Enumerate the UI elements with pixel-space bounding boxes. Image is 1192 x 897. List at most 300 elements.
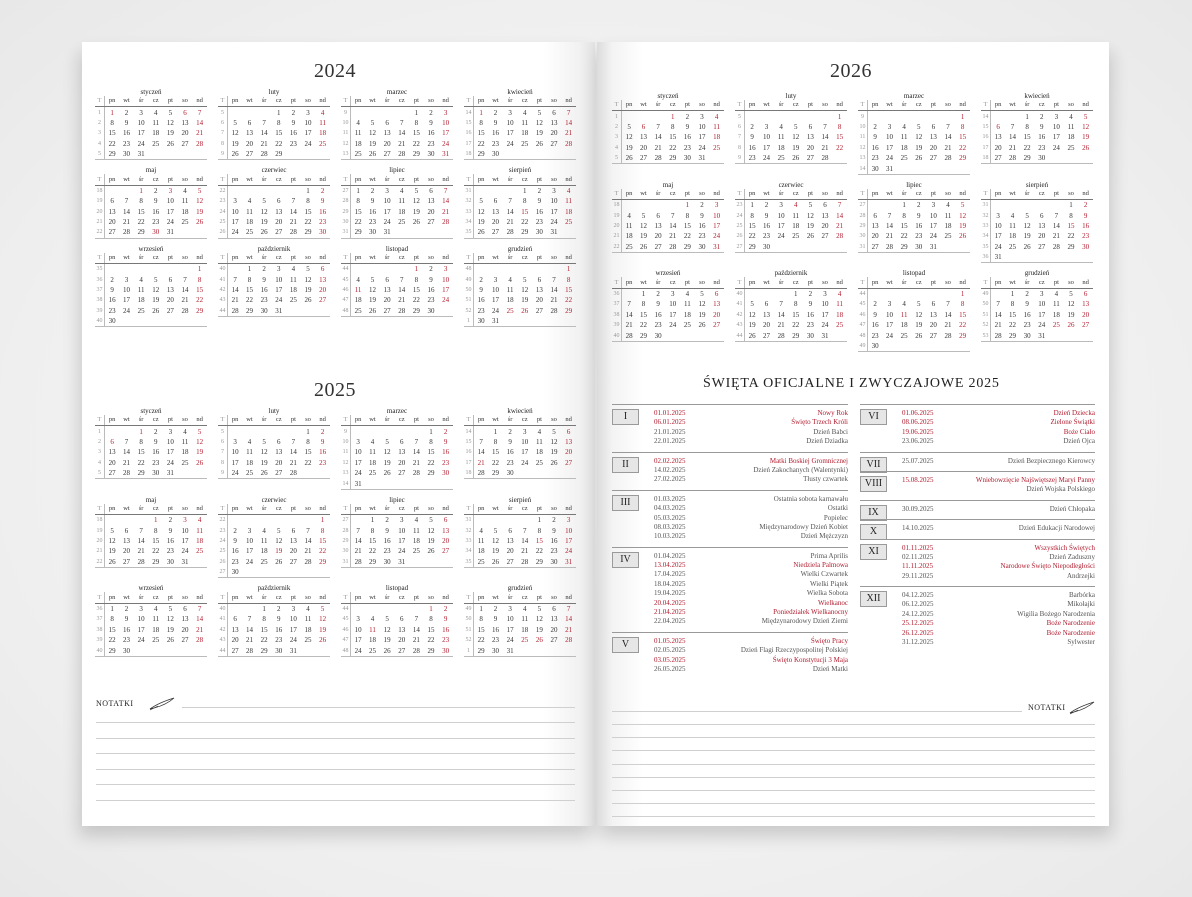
notes-line[interactable] [612, 764, 1095, 765]
day-cell: 14 [137, 537, 145, 546]
week-row [612, 143, 724, 153]
day-cell: 10 [181, 526, 189, 535]
week-row [858, 242, 970, 253]
week-number: 48 [464, 264, 474, 275]
day-cell: 1 [370, 516, 375, 525]
weekday-label: so [424, 415, 439, 426]
day-cell: 9 [262, 275, 266, 284]
week-row [218, 118, 330, 128]
holiday-row [654, 495, 848, 504]
day-cell: 8 [479, 118, 483, 127]
week-row [858, 200, 970, 211]
weekday-label: śr [257, 415, 272, 426]
weekday-label: pt [163, 504, 178, 515]
day-cell: 25 [242, 468, 257, 479]
weekday-header-row [218, 253, 330, 264]
day-cell [315, 645, 330, 656]
day-cell: 3 [887, 122, 892, 131]
week-header: T [981, 189, 991, 200]
week-number: 2 [95, 437, 105, 447]
day-cell: 16 [152, 448, 160, 457]
day-cell: 4 [837, 290, 842, 299]
month-calendar [218, 407, 330, 490]
day-cell: 28 [304, 557, 312, 566]
day-cell [517, 149, 532, 160]
week-header: T [341, 504, 351, 515]
weekday-label: pn [474, 96, 489, 107]
weekday-label: śr [134, 415, 149, 426]
week-header: T [95, 415, 105, 426]
day-cell: 11 [625, 222, 633, 231]
day-cell: 30 [228, 567, 243, 578]
holiday-row [654, 532, 848, 541]
day-cell: 20 [1038, 232, 1046, 241]
day-cell [301, 515, 316, 526]
day-cell: 17 [383, 207, 391, 216]
day-cell: 13 [383, 129, 391, 138]
day-cell: 5 [750, 300, 754, 309]
day-cell: 14 [412, 625, 420, 634]
holiday-row [654, 589, 848, 598]
notes-line[interactable] [96, 784, 575, 785]
day-cell [228, 185, 243, 196]
weekday-label: pt [286, 504, 301, 515]
day-cell: 30 [911, 242, 926, 253]
day-cell: 4 [139, 275, 143, 284]
holiday-list [902, 472, 1095, 495]
day-cell [561, 645, 576, 656]
day-cell [1078, 330, 1093, 341]
holiday-name: Tłusty czwartek [803, 475, 848, 484]
weekday-label: śr [1020, 100, 1035, 111]
week-row [95, 557, 207, 568]
week-row [735, 288, 847, 299]
day-cell [803, 111, 818, 122]
month-numeral: XII [860, 591, 887, 607]
day-cell: 6 [183, 605, 187, 614]
week-number: 36 [981, 252, 991, 263]
month-name: listopad [902, 269, 926, 278]
notes-line[interactable] [96, 800, 575, 801]
day-cell: 3 [399, 516, 404, 525]
day-cell: 23 [368, 218, 376, 227]
week-row [464, 107, 576, 118]
day-cell: 5 [429, 516, 433, 525]
day-cell: 23 [491, 139, 499, 148]
holiday-list [654, 453, 848, 485]
week-number: 3 [95, 128, 105, 138]
day-cell: 31 [438, 149, 453, 160]
holiday-date: 08.03.2025 [654, 522, 686, 531]
day-cell: 9 [493, 118, 498, 127]
day-cell: 6 [566, 427, 571, 436]
day-cell: 2 [508, 427, 512, 436]
day-cell: 7 [946, 122, 950, 131]
day-cell: 23 [915, 232, 923, 241]
day-cell [119, 316, 134, 327]
day-cell: 11 [521, 118, 529, 127]
week-row [981, 252, 1093, 263]
day-cell: 21 [289, 458, 297, 467]
notes-line[interactable] [612, 777, 1095, 778]
notes-line[interactable] [96, 753, 575, 754]
weekday-label: śr [503, 253, 518, 264]
weekday-label: cz [665, 100, 680, 111]
weekday-label: pt [803, 189, 818, 200]
holiday-date: 25.12.2025 [902, 619, 934, 628]
day-cell: 22 [245, 296, 253, 305]
day-cell [1064, 252, 1079, 263]
day-cell: 27 [271, 227, 286, 238]
day-cell: 5 [793, 122, 798, 131]
weekday-label: so [301, 592, 316, 603]
day-cell: 15 [792, 310, 800, 319]
day-cell: 20 [550, 129, 558, 138]
weekday-label: wt [365, 174, 380, 185]
day-cell: 29 [665, 153, 680, 164]
day-cell: 7 [479, 437, 483, 446]
holiday-date: 05.03.2025 [654, 513, 686, 522]
day-cell [365, 264, 380, 275]
day-cell: 7 [183, 275, 187, 284]
day-cell: 7 [566, 605, 571, 614]
day-cell: 30 [380, 557, 395, 568]
day-cell [709, 330, 724, 341]
weekday-header-row [95, 253, 207, 264]
week-row [341, 118, 453, 128]
day-cell: 6 [931, 300, 936, 309]
week-number: 37 [95, 285, 105, 295]
week-row [464, 196, 576, 206]
week-number: 52 [464, 635, 474, 645]
week-row [735, 132, 847, 142]
day-cell: 19 [792, 143, 800, 152]
notes-line[interactable] [612, 737, 1095, 738]
week-row [218, 149, 330, 160]
weekday-label: so [424, 253, 439, 264]
week-number: 52 [981, 320, 991, 330]
day-cell: 14 [1052, 222, 1060, 231]
week-number: 22 [218, 185, 228, 196]
day-cell: 4 [537, 427, 542, 436]
day-cell: 18 [289, 286, 297, 295]
weekday-label: pn [868, 277, 883, 288]
day-cell: 26 [806, 232, 814, 241]
day-cell: 2 [320, 427, 325, 436]
notes-line[interactable] [612, 724, 1095, 725]
day-cell: 16 [748, 143, 756, 152]
day-cell: 26 [228, 149, 243, 160]
day-cell [257, 515, 272, 526]
weekday-label: pt [163, 253, 178, 264]
day-cell: 2 [700, 201, 704, 210]
day-cell: 27 [394, 645, 409, 656]
day-cell: 31 [991, 252, 1006, 263]
month-calendar [95, 407, 207, 490]
day-cell: 13 [122, 537, 130, 546]
day-cell: 3 [356, 615, 360, 624]
weekday-label: śr [257, 504, 272, 515]
weekday-header-row [612, 100, 724, 111]
week-number: 12 [341, 139, 351, 149]
day-cell: 1 [247, 265, 252, 274]
month-name: październik [774, 269, 808, 278]
day-cell: 28 [196, 636, 204, 645]
day-cell: 17 [491, 296, 499, 305]
weekday-label: pn [622, 277, 637, 288]
day-cell: 27 [380, 149, 395, 160]
day-cell: 6 [385, 118, 389, 127]
weekday-label: pt [163, 96, 178, 107]
day-cell: 7 [443, 186, 448, 195]
day-cell: 13 [550, 615, 558, 624]
day-cell [1020, 200, 1035, 211]
notes-line[interactable] [612, 790, 1095, 791]
weekday-label: nd [438, 504, 453, 515]
day-cell: 10 [506, 615, 514, 624]
day-cell: 18 [354, 296, 362, 305]
weekday-label: wt [636, 277, 651, 288]
week-number: 48 [341, 306, 351, 317]
day-cell [532, 645, 547, 656]
day-cell: 24 [275, 296, 283, 305]
notes-line[interactable] [96, 769, 575, 770]
day-cell: 29 [134, 227, 149, 238]
day-cell [709, 153, 724, 164]
holiday-date: 01.04.2025 [654, 551, 686, 560]
holiday-row [902, 638, 1095, 647]
day-cell: 29 [1020, 153, 1035, 164]
day-cell: 16 [806, 310, 814, 319]
day-cell [301, 567, 316, 578]
week-number: 22 [95, 227, 105, 238]
holiday-name: Dzień Chłopaka [1049, 504, 1095, 513]
day-cell: 13 [654, 222, 662, 231]
day-cell: 19 [231, 139, 239, 148]
day-cell [409, 478, 424, 489]
day-cell: 23 [1023, 321, 1031, 330]
day-cell: 23 [477, 306, 485, 315]
day-cell: 27 [380, 306, 395, 317]
holiday-row [902, 476, 1095, 485]
day-cell [315, 468, 330, 479]
notes-line[interactable] [96, 722, 575, 723]
day-cell: 14 [565, 118, 573, 127]
day-cell: 16 [442, 625, 450, 634]
weekday-label: wt [488, 96, 503, 107]
day-cell: 13 [181, 615, 189, 624]
month-name: lipiec [389, 495, 405, 504]
day-cell: 2 [552, 516, 556, 525]
day-cell: 22 [108, 139, 116, 148]
year-title-2026: 2026 [830, 60, 872, 82]
weekday-label: nd [1078, 100, 1093, 111]
day-cell: 21 [821, 143, 829, 152]
holiday-row [654, 466, 848, 475]
day-cell: 17 [550, 207, 558, 216]
notes-line[interactable] [612, 816, 1095, 817]
day-cell [532, 264, 547, 275]
weekday-label: nd [709, 277, 724, 288]
week-row [858, 341, 970, 352]
month-calendar [95, 245, 207, 328]
day-cell: 26 [959, 232, 967, 241]
week-number: 1 [95, 107, 105, 118]
week-number: 27 [218, 567, 228, 578]
week-header: T [341, 253, 351, 264]
week-number: 11 [341, 128, 351, 138]
day-cell: 27 [319, 296, 327, 305]
day-cell [192, 645, 207, 656]
weekday-label: pt [163, 592, 178, 603]
day-cell: 19 [412, 207, 420, 216]
notes-line[interactable] [182, 707, 575, 708]
month-calendar [95, 166, 207, 238]
day-cell: 25 [368, 469, 376, 478]
notes-line[interactable] [612, 803, 1095, 804]
day-cell: 13 [289, 537, 297, 546]
week-number: 10 [858, 122, 868, 132]
day-cell: 11 [369, 625, 376, 634]
weekday-header-row [95, 174, 207, 185]
day-cell: 12 [275, 537, 283, 546]
day-cell: 1 [320, 516, 325, 525]
weekday-label: so [424, 96, 439, 107]
day-cell: 25 [289, 296, 297, 305]
day-cell: 12 [806, 211, 814, 220]
weekday-label: pn [351, 592, 366, 603]
day-cell: 21 [181, 296, 189, 305]
weekday-label: nd [561, 592, 576, 603]
day-cell: 23 [260, 296, 268, 305]
day-cell [955, 163, 970, 174]
week-number: 50 [981, 299, 991, 309]
holiday-row [654, 637, 848, 646]
weekday-label: so [818, 189, 833, 200]
weekday-label: pt [1049, 189, 1064, 200]
notes-line[interactable] [96, 738, 575, 739]
holiday-date: 02.05.2025 [654, 646, 686, 655]
day-cell: 21 [245, 636, 253, 645]
weekday-label: pn [228, 96, 243, 107]
day-cell: 2 [153, 427, 158, 436]
weekday-label: wt [1005, 100, 1020, 111]
week-number: 41 [218, 614, 228, 624]
month-holidays [860, 539, 1095, 582]
day-cell: 4 [183, 186, 187, 195]
day-cell: 15 [535, 537, 543, 546]
weekday-header-row [95, 415, 207, 426]
day-cell: 12 [427, 526, 435, 535]
weekday-label: cz [788, 189, 803, 200]
week-row [341, 107, 453, 118]
day-cell: 30 [271, 645, 286, 656]
day-cell: 3 [233, 437, 237, 446]
day-cell: 22 [959, 143, 967, 152]
week-number: 14 [341, 478, 351, 489]
day-cell: 15 [275, 129, 283, 138]
week-row [981, 153, 1093, 164]
day-cell: 20 [713, 310, 721, 319]
holiday-date: 22.04.2025 [654, 617, 686, 626]
holiday-name: Święto Trzech Króli [791, 418, 848, 427]
day-cell [503, 264, 518, 275]
month-table [341, 96, 453, 160]
month-table [341, 253, 453, 317]
weekday-label: wt [1005, 277, 1020, 288]
day-cell: 20 [245, 139, 253, 148]
day-cell: 19 [383, 458, 391, 467]
day-cell: 12 [639, 222, 647, 231]
day-cell: 29 [517, 227, 532, 238]
day-cell: 9 [808, 300, 813, 309]
weekday-label: pn [105, 592, 120, 603]
week-row [341, 447, 453, 457]
notes-line[interactable] [612, 711, 1022, 712]
day-cell: 24 [228, 468, 243, 479]
week-number: 5 [95, 468, 105, 479]
day-cell: 19 [319, 625, 327, 634]
day-cell: 20 [550, 625, 558, 634]
day-cell: 16 [491, 625, 499, 634]
day-cell [926, 288, 941, 299]
holiday-row [654, 552, 848, 561]
day-cell: 11 [836, 300, 844, 309]
month-table [341, 504, 453, 568]
week-number: 15 [981, 122, 991, 132]
day-cell: 14 [304, 537, 312, 546]
day-cell: 7 [1054, 211, 1059, 220]
week-number: 48 [858, 330, 868, 340]
day-cell: 9 [750, 133, 754, 142]
day-cell: 23 [152, 458, 160, 467]
day-cell [286, 567, 301, 578]
day-cell [488, 515, 503, 526]
month-calendar [464, 88, 576, 160]
day-cell [438, 306, 453, 317]
month-holidays [612, 632, 848, 675]
day-cell: 8 [493, 437, 498, 446]
day-cell [228, 426, 243, 437]
week-row [981, 320, 1093, 330]
week-number: 25 [218, 217, 228, 227]
day-cell: 12 [915, 133, 923, 142]
week-number: 24 [218, 207, 228, 217]
day-cell: 30 [868, 163, 883, 174]
month-numeral: V [612, 637, 639, 653]
week-row [858, 299, 970, 309]
day-cell: 19 [915, 143, 923, 152]
day-cell [503, 515, 518, 526]
weekday-label: nd [315, 415, 330, 426]
day-cell: 17 [885, 143, 893, 152]
day-cell: 9 [233, 537, 237, 546]
week-header: T [341, 592, 351, 603]
weekday-label: pn [351, 174, 366, 185]
day-cell: 28 [882, 242, 897, 253]
day-cell [351, 603, 366, 614]
year-title-2025: 2025 [314, 379, 356, 401]
holiday-row [902, 572, 1095, 581]
week-number: 5 [612, 153, 622, 164]
week-row [464, 526, 576, 536]
day-cell: 11 [196, 526, 204, 535]
notes-line[interactable] [612, 750, 1095, 751]
week-row [612, 288, 724, 299]
week-header: T [464, 96, 474, 107]
month-calendar [464, 245, 576, 328]
weekday-label: pn [474, 415, 489, 426]
